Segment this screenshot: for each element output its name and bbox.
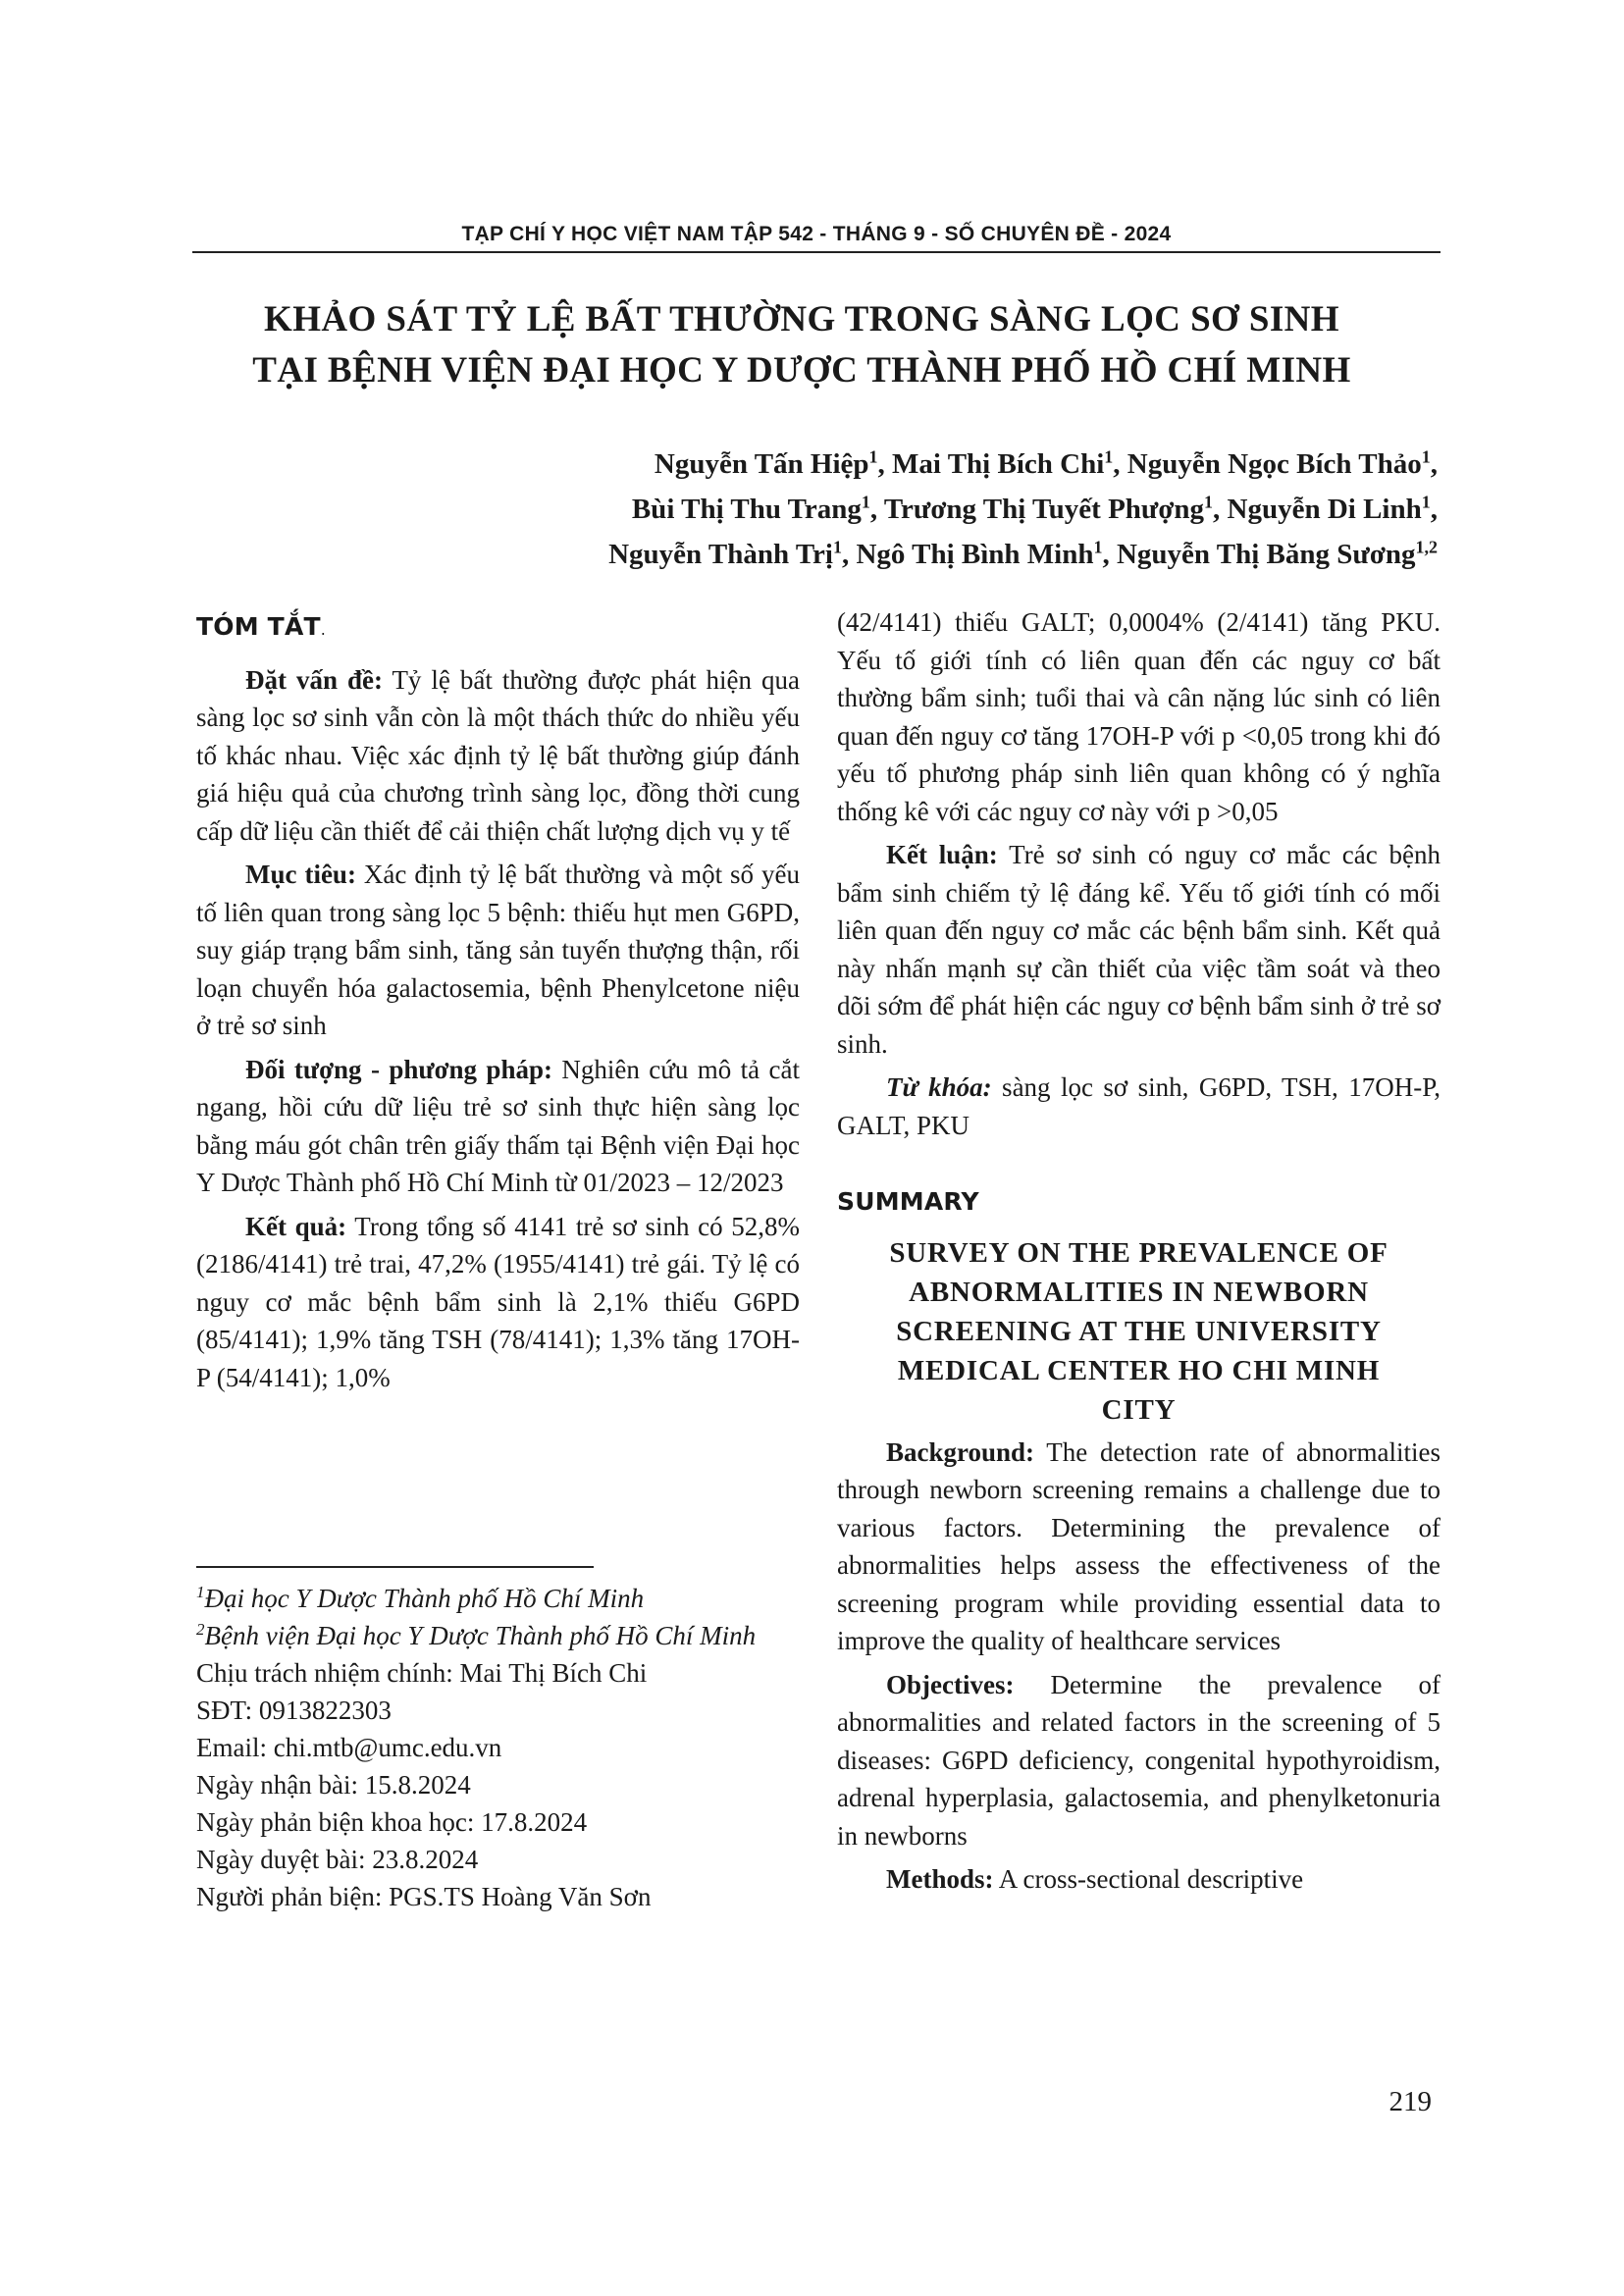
author-name: Nguyễn Thị Băng Sương [1116,539,1416,570]
author-name: Mai Thị Bích Chi [892,448,1105,480]
summary-methods: Methods: A cross-sectional descriptive [886,1864,1304,1894]
affiliation-1: $^1$Đại học Y Dược Thành phố Hồ Chí Minh [196,1583,645,1613]
author-name: Nguyễn Thành Trị [608,539,833,570]
phone: SĐT: 0913822303 [196,1696,392,1725]
header-rule [192,251,1441,253]
abstract-objective: Mục tiêu: Xác định tỷ lệ bất thường và một số yếu tố liên quan trong sàng lọc 5 bệnh: thiếu hụt men G6PD, suy giáp trạng bẩm sinh, tăng sản tuyến thượng thận, rối loạn chuyển hóa galactosemia, bệnh Phenylcetone niệu ở trẻ sơ sinh [196,860,801,1040]
article-title [192,294,1411,396]
date-accepted: Ngày duyệt bài: 23.8.2024 [196,1845,479,1874]
author-affiliation: 1 [1093,537,1103,557]
author-affiliation: 1 [868,446,878,467]
abstract-conclusion: Kết luận: Trẻ sơ sinh có nguy cơ mắc các bệnh bẩm sinh chiếm tỷ lệ đáng kể. Yếu tố giới tính có mối liên quan đến nguy cơ mắc các bệnh bẩm sinh. Kết quả này nhấn mạnh sự cần thiết của việc tầm soát và theo dõi sớm để phát hiện các nguy cơ bệnh bẩm sinh ở trẻ sơ sinh. [837,840,1441,1059]
author-line-3: Nguyễn Thành Trị$^1$, Ngô Thị Bình Minh$^1$, Nguyễn Thị Băng Sương$^{1,2}$ [608,537,1438,570]
abstract-background: Đặt vấn đề: Tỷ lệ bất thường được phát hiện qua sàng lọc sơ sinh vẫn còn là một thách thức do nhiều yếu tố khác nhau. Việc xác định tỷ lệ bất thường giúp đánh giá hiệu quả của chương trình sàng lọc, đồng thời cung cấp dữ liệu cần thiết để cải thiện chất lượng dịch vụ y tế [196,664,800,846]
author-affiliation: 1 [861,492,870,512]
page-number: 219 [1388,2086,1432,2117]
journal-header: TẠP CHÍ Y HỌC VIỆT NAM TẬP 542 - THÁNG 9 - SỐ CHUYÊN ĐỀ - 2024 [461,223,1172,245]
author-name: Nguyễn Tấn Hiệp [654,448,869,480]
author-affiliation: 1 [1104,446,1114,467]
author-line-2: Bùi Thị Thu Trang$^1$, Trương Thị Tuyết Phượng$^1$, Nguyễn Di Linh$^1$, [631,492,1438,525]
abstract-heading: TÓM TẮT. [196,612,327,641]
author-name: Bùi Thị Thu Trang [631,494,862,525]
footnote-rule [196,1566,594,1568]
title-line-1: KHẢO SÁT TỶ LỆ BẤT THƯỜNG TRONG SÀNG LỌC SƠ SINH [264,299,1339,339]
author-affiliation: 1,2 [1415,537,1438,557]
corresponding-author: Chịu trách nhiệm chính: Mai Thị Bích Chi [196,1658,648,1688]
date-reviewed: Ngày phản biện khoa học: 17.8.2024 [196,1807,588,1837]
summary-heading: SUMMARY [837,1187,979,1216]
left-column [196,608,800,1402]
author-name: Nguyễn Ngọc Bích Thảo [1126,448,1422,480]
author-affiliation: 1 [832,537,842,557]
abstract-keywords: Từ khóa: sàng lọc sơ sinh, G6PD, TSH, 17OH-P, GALT, PKU [837,1072,1441,1140]
date-received: Ngày nhận bài: 15.8.2024 [196,1770,471,1800]
affiliation-2: $^2$Bệnh viện Đại học Y Dược Thành phố Hồ Chí Minh [196,1620,757,1650]
author-line-1: Nguyễn Tấn Hiệp$^1$, Mai Thị Bích Chi$^1$, Nguyễn Ngọc Bích Thảo$^1$, [654,446,1438,480]
author-name: Trương Thị Tuyết Phượng [883,494,1205,525]
author-name: Nguyễn Di Linh [1227,494,1422,525]
email: Email: chi.mtb@umc.edu.vn [196,1733,502,1762]
abstract-methods: Đối tượng - phương pháp: Nghiên cứu mô tả cắt ngang, hồi cứu dữ liệu trẻ sơ sinh thực hiện sàng lọc bằng máu gót chân trên giấy thấm tại Bệnh viện Đại học Y Dược Thành phố Hồ Chí Minh từ 01/2023 – 12/2023 [196,1054,800,1197]
abstract-results-continued: (42/4141) thiếu GALT; 0,0004% (2/4141) tăng PKU. Yếu tố giới tính có liên quan đến các nguy cơ bất thường bẩm sinh; tuổi thai và cân nặng lúc sinh có liên quan đến nguy cơ tăng 17OH-P với p <0,05 trong khi đó yếu tố phương pháp sinh liên quan không có ý nghĩa thống kê với các nguy cơ này với p >0,05 [837,607,1441,826]
summary-background: Background: The detection rate of abnormalities through newborn screening remains a challenge due to various factors. Determining the prevalence of abnormalities helps assess the effectiveness of the screening program while providing essential data to improve the quality of healthcare services [837,1436,1441,1655]
author-affiliation: 1 [1421,446,1431,467]
abstract-results: Kết quả: Trong tổng số 4141 trẻ sơ sinh có 52,8% (2186/4141) trẻ trai, 47,2% (1955/4141) trẻ gái. Tỷ lệ có nguy cơ mắc bệnh bẩm sinh là 2,1% thiếu G6PD (85/4141); 1,9% tăng TSH (78/4141); 1,3% tăng 17OH-P (54/4141); 1,0% [196,1211,801,1392]
english-title: SURVEY ON THE PREVALENCE OF ABNORMALITIES IN NEWBORN SCREENING AT THE UNIVERSITY MEDICAL CENTER HO CHI MINH CITY [889,1236,1388,1426]
reviewer: Người phản biện: PGS.TS Hoàng Văn Sơn [196,1882,652,1911]
right-column [837,603,1441,1905]
footnotes [196,1580,800,1915]
title-line-2: TẠI BỆNH VIỆN ĐẠI HỌC Y DƯỢC THÀNH PHỐ HỒ CHÍ MINH [252,350,1351,391]
summary-objectives: Objectives: Determine the prevalence of abnormalities and related factors in the screening of 5 diseases: G6PD deficiency, congenital hypothyroidism, adrenal hyperplasia, galactosemia, and phenylketonuria in newborns [837,1669,1441,1851]
author-name: Ngô Thị Bình Minh [856,539,1094,570]
author-affiliation: 1 [1421,492,1431,512]
author-affiliation: 1 [1204,492,1214,512]
author-list [608,442,1438,577]
